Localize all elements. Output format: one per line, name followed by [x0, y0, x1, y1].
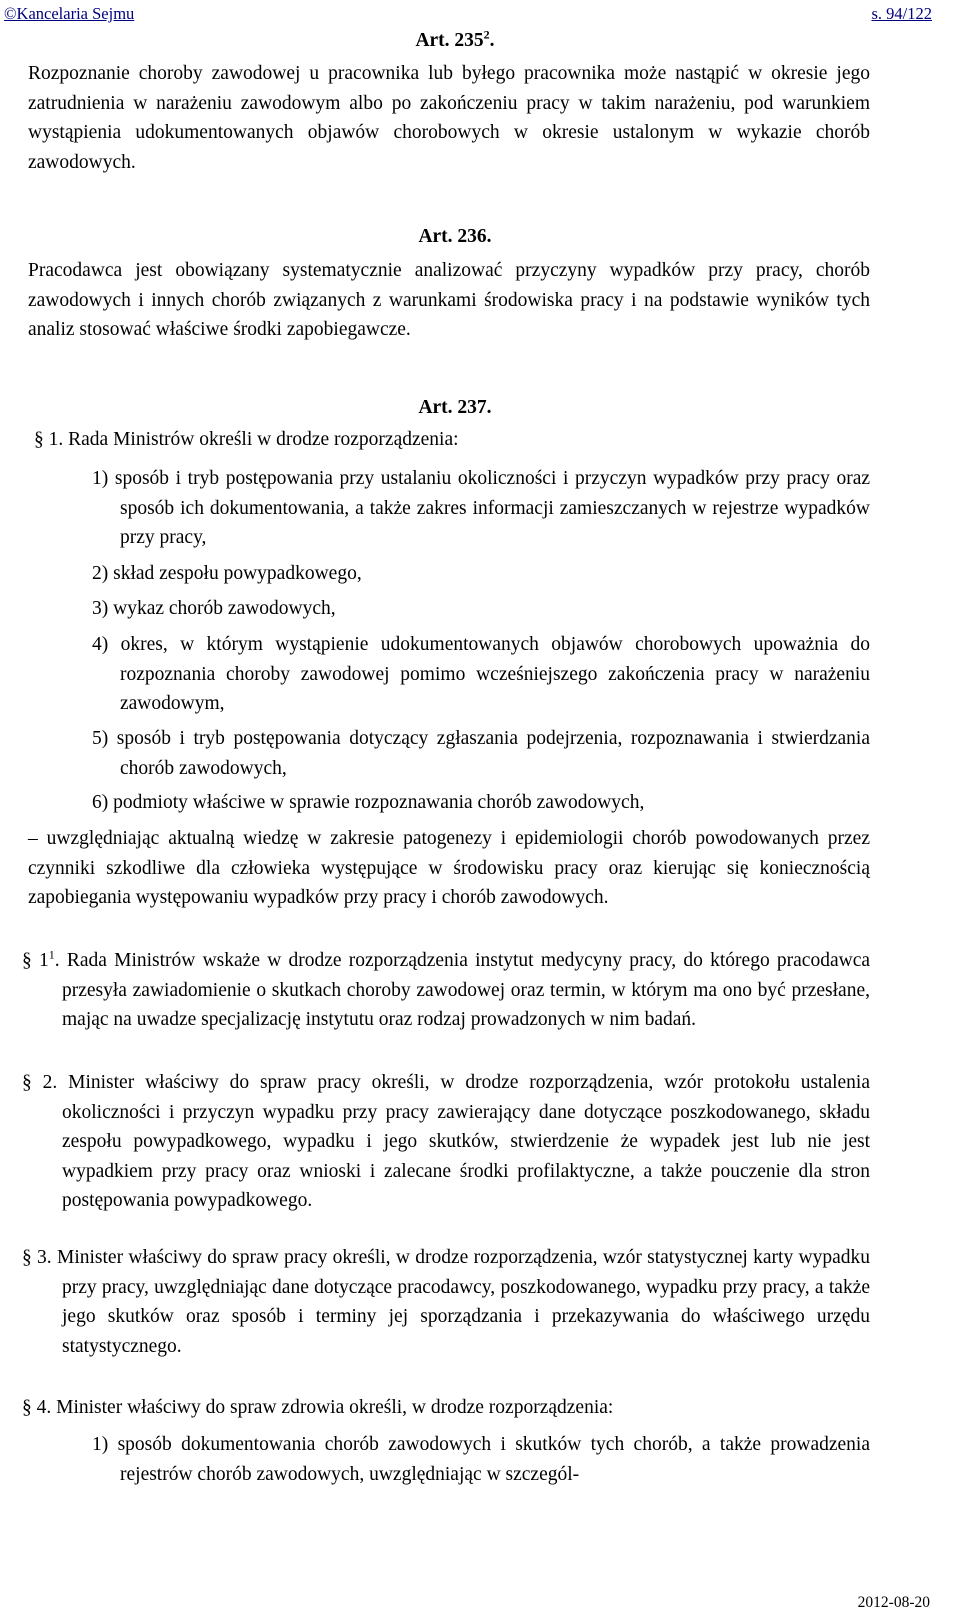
art-237-par-4-item-1: 1) sposób dokumentowania chorób zawodowych i skutków tych chorób, a także prowadzenia rejestrów chorób zawodowych, uwzględniając w szczegól- [92, 1434, 870, 1485]
art-237-par-1-item-2: 2) skład zespołu powypadkowego, [92, 563, 362, 584]
art-237-par-1-item-1: 1) sposób i tryb postępowania przy ustalaniu okoliczności i przyczyn wypadków przy pracy oraz sposób ich dokumentowania, a także zakres informacji zamieszczanych w rejestrze wypadków przy pracy, [92, 468, 870, 549]
art-237-par-4-intro: § 4. Minister właściwy do spraw zdrowia określi, w drodze rozporządzenia: [22, 1397, 614, 1418]
art-235-2-text: Rozpoznanie choroby zawodowej u pracownika lub byłego pracownika może nastąpić w okresie jego zatrudnienia w narażeniu zawodowym albo po zakończeniu pracy w takim narażeniu, pod warunkiem wystąpienia udokumentowanych objawów chorobowych w okresie ustalonym w wykazie chorób zawodowych. [28, 63, 870, 173]
art-236-text: Pracodawca jest obowiązany systematycznie analizować przyczyny wypadków przy pracy, chorób zawodowych i innych chorób związanych z warunkami środowiska pracy i na podstawie wyników tych analiz stosować właściwe środki zapobiegawcze. [28, 260, 870, 341]
art-236-title: Art. 236. [418, 226, 492, 247]
footer-date: 2012-08-20 [857, 1594, 930, 1611]
art-235-2-title: Art. $235^2$. [415, 27, 495, 51]
header-copyright: ©Kancelaria Sejmu [4, 4, 135, 23]
art-237-par-1-item-4: 4) okres, w którym wystąpienie udokumentowanych objawów chorobowych upoważnia do rozpoznania choroby zawodowej pomimo wcześniejszego zakończenia pracy w narażeniu zawodowym, [92, 634, 870, 715]
art-237-par-1-intro: § 1. Rada Ministrów określi w drodze rozporządzenia: [34, 429, 459, 450]
art-237-par-1-tail: – uwzględniając aktualną wiedzę w zakresie patogenezy i epidemiologii chorób powodowanych przez czynniki szkodliwe dla człowieka występujące w środowisku pracy oraz kierując się koniecznością zapobiegania występowaniu wypadków przy pracy i chorób zawodowych. [28, 828, 870, 909]
header-page-number: s. 94/122 [871, 4, 932, 23]
art-237-par-1-item-3: 3) wykaz chorób zawodowych, [92, 598, 336, 619]
art-237-title: Art. 237. [418, 397, 492, 418]
art-237-par-2: § 2. Minister właściwy do spraw pracy określi, w drodze rozporządzenia, wzór protokołu ustalenia okoliczności i przyczyn wypadku przy pracy zawierający dane dotyczące poszkodowanego, składu zespołu powypadkowego, wypadku i jego skutków, stwierdzenie że wypadek jest lub nie jest wypadkiem przy pracy oraz wnioski i zalecane środki profilaktyczne, a także pouczenie dla stron postępowania powypadkowego. [22, 1072, 870, 1212]
art-237-par-1-1: § $1^1$. Rada Ministrów wskaże w drodze rozporządzenia instytut medycyny pracy, do którego pracodawca przesyła zawiadomienie o skutkach choroby zawodowej oraz termin, w którym ma ono być przesłane, mając na uwadze specjalizację instytutu oraz rodzaj prowadzonych w nim badań. [22, 947, 871, 1031]
art-237-par-3: § 3. Minister właściwy do spraw pracy określi, w drodze rozporządzenia, wzór statystycznej karty wypadku przy pracy, uwzględniając dane dotyczące pracodawcy, poszkodowanego, wypadku przy pracy, a także jego skutków oraz sposób i terminy jej sporządzania i przekazywania do właściwego urzędu statystycznego. [22, 1247, 870, 1357]
art-237-par-1-item-5: 5) sposób i tryb postępowania dotyczący zgłaszania podejrzenia, rozpoznawania i stwierdzania chorób zawodowych, [92, 728, 870, 779]
art-237-par-1-item-6: 6) podmioty właściwe w sprawie rozpoznawania chorób zawodowych, [92, 792, 645, 813]
